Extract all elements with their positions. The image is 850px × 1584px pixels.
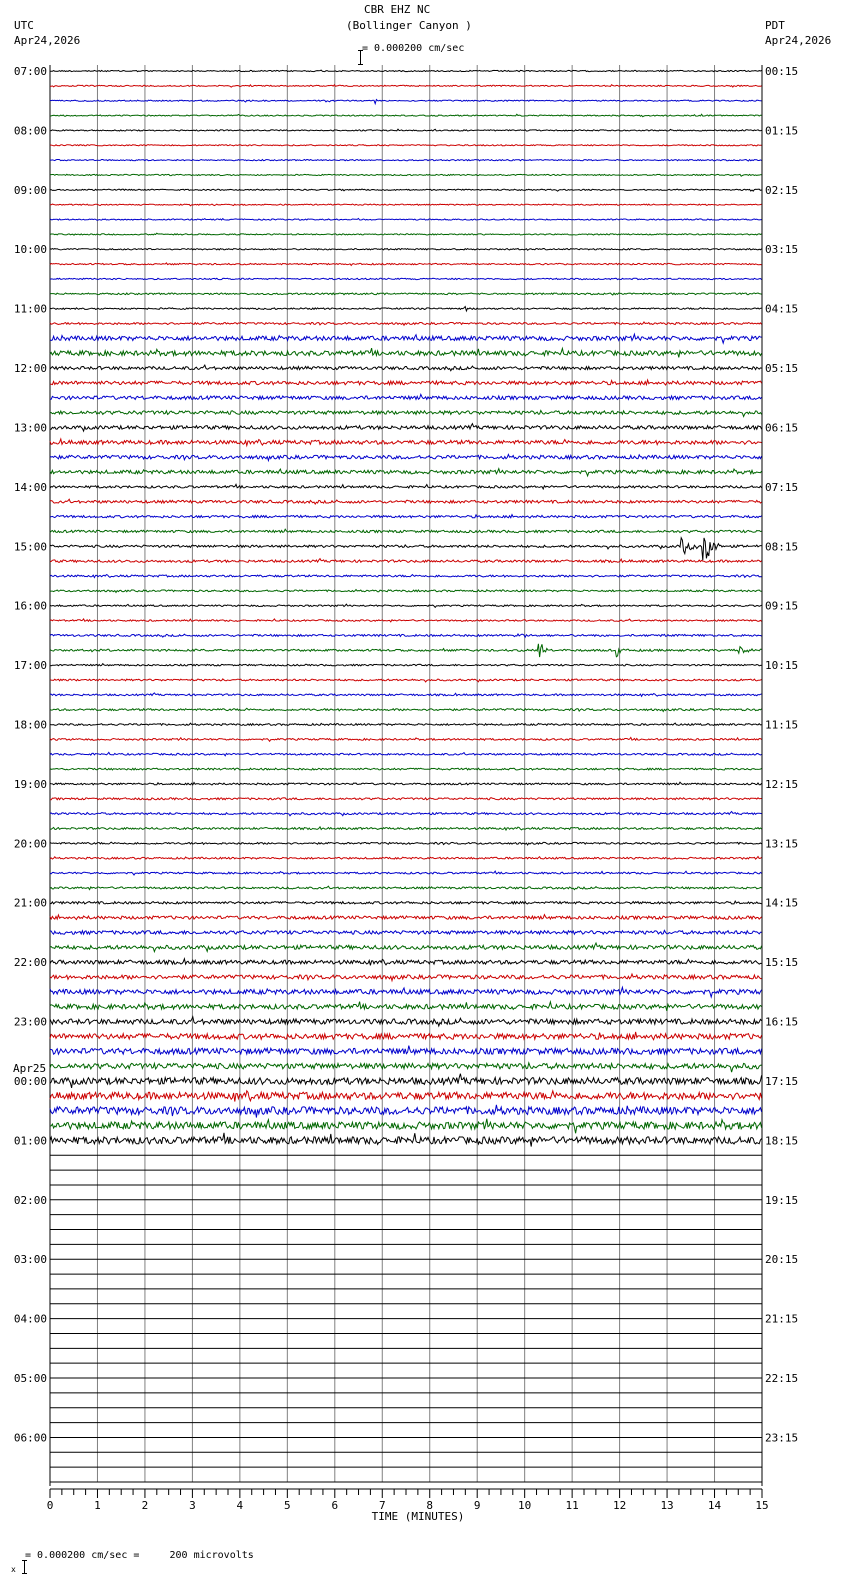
- seismic-trace: [50, 857, 762, 860]
- seismic-trace: [50, 915, 762, 920]
- seismic-trace: [50, 974, 762, 981]
- time-tick-label: 3: [189, 1499, 196, 1512]
- seismic-trace: [50, 842, 762, 845]
- seismic-trace: [50, 738, 762, 742]
- seismic-trace: [50, 693, 762, 696]
- pdt-date-label: Apr24,2026: [765, 34, 832, 47]
- utc-hour-label: 09:00: [13, 183, 47, 197]
- utc-hour-label: 20:00: [13, 837, 47, 851]
- seismic-trace: [50, 499, 762, 504]
- time-tick-label: 6: [331, 1499, 339, 1512]
- seismic-trace: [50, 901, 762, 904]
- utc-hour-label: 13:00: [13, 421, 47, 435]
- seismic-trace: [50, 469, 762, 476]
- seismic-trace: [50, 174, 762, 176]
- utc-hour-label: 07:00: [13, 65, 47, 78]
- pdt-time-label: 12:15: [765, 777, 799, 791]
- seismic-trace: [50, 590, 762, 593]
- grid-layer: [50, 65, 762, 1486]
- seismic-trace: [50, 827, 762, 830]
- seismic-trace: [50, 1002, 762, 1011]
- time-tick-label: 9: [473, 1499, 481, 1512]
- time-tick-label: 15: [755, 1499, 769, 1512]
- pdt-time-label: 10:15: [765, 659, 799, 673]
- seismic-trace: [50, 1046, 762, 1055]
- seismic-trace: [50, 634, 762, 637]
- pdt-time-label: 04:15: [765, 302, 799, 316]
- seismic-trace: [50, 85, 762, 87]
- pdt-time-label: 07:15: [765, 480, 799, 494]
- footer-marker-icon: [3, 1547, 21, 1574]
- seismic-trace: [50, 1119, 762, 1134]
- pdt-time-label: 20:15: [765, 1253, 799, 1267]
- station-location: (Bollinger Canyon ): [346, 19, 472, 32]
- utc-hour-label: 04:00: [13, 1312, 47, 1326]
- seismic-trace: [50, 233, 762, 235]
- seismic-trace: [50, 439, 762, 446]
- seismic-trace: [50, 782, 762, 785]
- pdt-time-label: 02:15: [765, 183, 799, 197]
- seismic-trace: [50, 723, 762, 725]
- axis-layer: [47, 1489, 769, 1523]
- utc-hour-label: 10:00: [13, 243, 47, 257]
- seismic-trace: [50, 664, 762, 666]
- day-marker-label: Apr25: [13, 1061, 47, 1075]
- seismic-trace: [50, 930, 762, 934]
- seismic-trace: [50, 100, 762, 104]
- seismic-trace: [50, 1074, 762, 1088]
- seismic-trace: [50, 987, 762, 997]
- seismic-trace: [50, 307, 762, 311]
- time-tick-label: 10: [518, 1499, 532, 1512]
- seismic-trace: [50, 334, 762, 343]
- pdt-zone-label: PDT: [765, 19, 785, 32]
- time-tick-label: 1: [94, 1499, 101, 1512]
- time-tick-label: 13: [660, 1499, 674, 1512]
- utc-hour-label: 16:00: [13, 599, 47, 613]
- seismic-trace: [50, 365, 762, 371]
- utc-hour-label: 03:00: [13, 1253, 47, 1267]
- pdt-time-label: 06:15: [765, 421, 799, 435]
- utc-hour-label: 22:00: [13, 956, 47, 970]
- svg-text:x: x: [11, 1565, 16, 1574]
- time-tick-label: 12: [612, 1499, 627, 1512]
- seismic-trace: [50, 708, 762, 711]
- pdt-time-label: 22:15: [765, 1372, 799, 1386]
- utc-hour-label: 14:00: [13, 480, 47, 494]
- seismic-trace: [50, 768, 762, 770]
- seismic-trace: [50, 322, 762, 325]
- utc-hour-label: 17:00: [13, 659, 47, 673]
- seismic-trace: [50, 619, 762, 622]
- time-tick-label: 2: [141, 1499, 149, 1512]
- utc-hour-label: 21:00: [13, 896, 47, 910]
- seismic-trace: [50, 249, 762, 251]
- pdt-time-label: 05:15: [765, 362, 799, 376]
- seismic-trace: [50, 218, 762, 220]
- seismic-trace: [50, 1091, 762, 1102]
- seismic-trace: [50, 1133, 762, 1147]
- scale-label: = 0.000200 cm/sec: [362, 43, 465, 54]
- pdt-time-label: 09:15: [765, 599, 799, 613]
- seismic-trace: [50, 1105, 762, 1118]
- utc-hour-label: 15:00: [13, 540, 47, 554]
- utc-hour-label: 12:00: [13, 362, 47, 376]
- pdt-time-label: 03:15: [765, 243, 799, 257]
- seismic-trace: [50, 114, 762, 116]
- utc-hour-label: 02:00: [13, 1193, 47, 1207]
- seismic-trace: [50, 484, 762, 489]
- utc-zone-label: UTC: [14, 19, 34, 32]
- seismic-trace: [50, 604, 762, 607]
- footer-scale-text: = 0.000200 cm/sec = 200 microvolts: [25, 1550, 254, 1561]
- seismic-trace: [50, 798, 762, 800]
- seismic-trace: [50, 454, 762, 460]
- seismic-trace: [50, 943, 762, 952]
- station-title: CBR EHZ NC: [364, 3, 431, 16]
- time-tick-label: 0: [46, 1499, 54, 1512]
- pdt-time-label: 16:15: [765, 1015, 799, 1029]
- time-tick-label: 7: [378, 1499, 386, 1512]
- utc-hour-label: 00:00: [13, 1074, 47, 1088]
- seismic-trace: [50, 959, 762, 966]
- utc-hour-label: 19:00: [13, 777, 47, 791]
- seismic-trace: [50, 559, 762, 563]
- seismic-trace: [50, 129, 762, 131]
- trace-layer: [50, 70, 762, 1482]
- pdt-time-label: 23:15: [765, 1431, 799, 1445]
- utc-hour-label: 23:00: [13, 1015, 47, 1029]
- pdt-time-label: 15:15: [765, 956, 799, 970]
- seismic-trace: [50, 263, 762, 266]
- pdt-time-label: 11:15: [765, 718, 799, 732]
- seismic-trace: [50, 515, 762, 518]
- seismic-trace: [50, 424, 762, 432]
- seismic-trace: [50, 575, 762, 578]
- time-tick-label: 11: [565, 1499, 579, 1512]
- seismic-trace: [50, 529, 762, 532]
- seismic-trace: [50, 538, 762, 560]
- pdt-time-label: 17:15: [765, 1074, 799, 1088]
- pdt-time-label: 14:15: [765, 896, 799, 910]
- seismic-trace: [50, 189, 762, 191]
- pdt-time-label: 00:15: [765, 65, 799, 78]
- utc-hour-label: 18:00: [13, 718, 47, 732]
- utc-date-label: Apr24,2026: [14, 34, 81, 47]
- seismic-trace: [50, 886, 762, 890]
- pdt-time-label: 18:15: [765, 1134, 799, 1148]
- time-tick-label: 14: [707, 1499, 722, 1512]
- seismic-trace: [50, 70, 762, 72]
- seismic-trace: [50, 145, 762, 146]
- pdt-time-label: 08:15: [765, 540, 799, 554]
- pdt-time-label: 13:15: [765, 837, 799, 851]
- seismic-trace: [50, 644, 762, 657]
- utc-hour-label: 06:00: [13, 1431, 47, 1445]
- utc-hour-label: 08:00: [13, 124, 47, 138]
- utc-hour-label: 11:00: [13, 302, 47, 316]
- seismic-trace: [50, 411, 762, 417]
- time-tick-label: 5: [284, 1499, 291, 1512]
- seismic-trace: [50, 1032, 762, 1040]
- seismic-trace: [50, 871, 762, 875]
- seismic-trace: [50, 752, 762, 755]
- seismic-trace: [50, 204, 762, 206]
- pdt-time-label: 21:15: [765, 1312, 799, 1326]
- seismic-trace: [50, 1063, 762, 1072]
- time-axis-title: TIME (MINUTES): [371, 1510, 465, 1523]
- utc-hour-label: 01:00: [13, 1134, 47, 1148]
- seismic-trace: [50, 380, 762, 385]
- seismic-trace: [50, 812, 762, 816]
- pdt-time-label: 19:15: [765, 1193, 799, 1207]
- seismic-trace: [50, 394, 762, 399]
- pdt-time-label: 01:15: [765, 124, 799, 138]
- time-tick-label: 8: [426, 1499, 434, 1512]
- time-tick-label: 4: [236, 1499, 244, 1512]
- seismic-trace: [50, 1017, 762, 1026]
- utc-hour-label: 05:00: [13, 1372, 47, 1386]
- seismic-trace: [50, 278, 762, 279]
- seismic-trace: [50, 679, 762, 682]
- seismic-trace: [50, 160, 762, 162]
- seismic-trace: [50, 348, 762, 357]
- seismic-trace: [50, 293, 762, 295]
